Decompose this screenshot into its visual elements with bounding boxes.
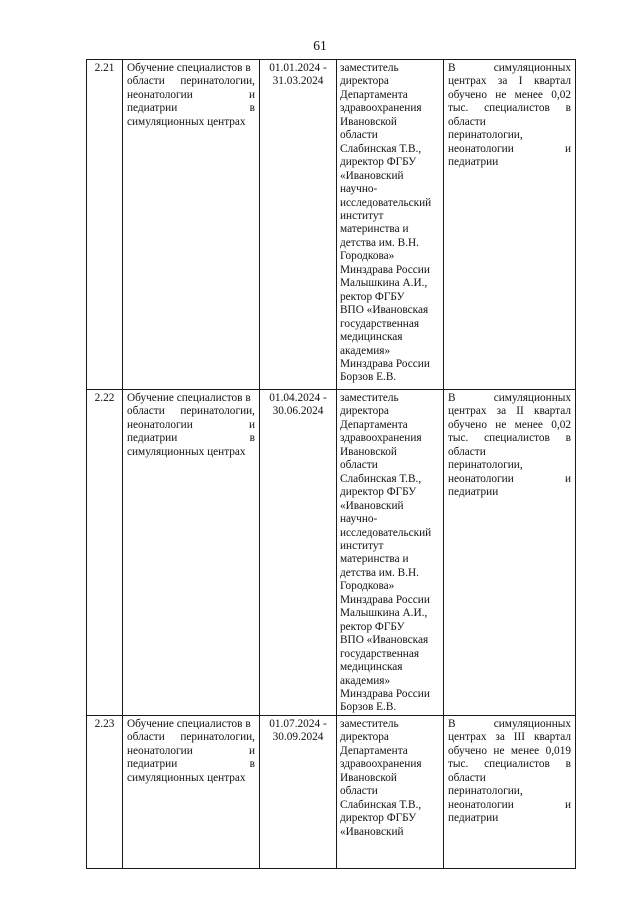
result-text-line: перинатологии,	[448, 129, 523, 142]
responsible-text-line: директора	[340, 75, 389, 88]
responsible-text-line: государственная	[340, 317, 420, 330]
item-number: 2.23	[87, 715, 123, 868]
responsible-text-line: здравоохранения	[340, 102, 422, 115]
responsible-text-line: исследовательский	[340, 196, 432, 209]
task-text-line: симуляционных центрах	[127, 771, 246, 784]
responsible-text-line: области	[340, 785, 378, 798]
responsible-text-line: институт	[340, 539, 384, 552]
result-text-line: перинатологии,	[448, 459, 523, 472]
task-text-line: неонатологии и	[127, 88, 255, 101]
result-text-line: центрах за I квартал	[448, 75, 571, 88]
period-cell	[260, 60, 337, 390]
responsible-text-line: институт	[340, 209, 384, 222]
responsible-text-line: академия»	[340, 344, 391, 357]
result-cell	[444, 390, 576, 716]
result-text-line: обучено не менее 0,019	[448, 744, 571, 757]
result-text-line: тыс. специалистов в	[448, 758, 571, 771]
result-text-line: В симуляционных	[448, 717, 571, 730]
responsible-text-line: Ивановской	[340, 115, 397, 128]
item-number: 2.21	[87, 60, 123, 390]
responsible-text-line: Департамента	[340, 88, 408, 101]
responsible-text-line: Ивановской	[340, 445, 397, 458]
responsible-text-line: Городкова»	[340, 250, 395, 263]
result-text-line: центрах за II квартал	[448, 405, 571, 418]
result-text-line: педиатрии	[448, 812, 499, 825]
result-text-line: неонатологии и	[448, 798, 571, 811]
task-text-line: симуляционных центрах	[127, 445, 246, 458]
plan-table	[86, 59, 576, 869]
responsible-cell	[337, 390, 444, 716]
task-text-line: области перинатологии,	[127, 405, 255, 418]
result-text-line: области	[448, 771, 486, 784]
task-text-line: неонатологии и	[127, 418, 255, 431]
responsible-text-line: детства им. В.Н.	[340, 566, 419, 579]
responsible-text-line: ВПО «Ивановская	[340, 304, 429, 317]
result-text-line: обучено не менее 0,02	[448, 88, 571, 101]
responsible-text-line: директор ФГБУ	[340, 812, 417, 825]
responsible-text-line: области	[340, 129, 378, 142]
responsible-text-line: здравоохранения	[340, 432, 422, 445]
responsible-text-line: ректор ФГБУ	[340, 290, 405, 303]
item-number: 2.22	[87, 390, 123, 716]
result-text-line: перинатологии,	[448, 785, 523, 798]
responsible-text-line: научно-	[340, 183, 378, 196]
responsible-text-line: детства им. В.Н.	[340, 236, 419, 249]
task-text-line: Обучение специалистов в	[127, 62, 251, 74]
responsible-text-line: Департамента	[340, 418, 408, 431]
responsible-text-line: Городкова»	[340, 580, 395, 593]
result-text-line: педиатрии	[448, 486, 499, 499]
responsible-text-line: директора	[340, 731, 389, 744]
responsible-text-line: ректор ФГБУ	[340, 620, 405, 633]
responsible-text-line: заместитель	[340, 62, 399, 74]
result-text-line: области	[448, 445, 486, 458]
responsible-text-line: Минздрава России	[340, 357, 430, 370]
responsible-text-line: области	[340, 459, 378, 472]
responsible-text-line: медицинская	[340, 331, 403, 344]
result-text-line: тыс. специалистов в	[448, 102, 571, 115]
table-row	[87, 390, 576, 716]
responsible-text-line: Слабинская Т.В.,	[340, 472, 422, 485]
result-text-line: В симуляционных	[448, 62, 571, 74]
responsible-text-line: медицинская	[340, 661, 403, 674]
period-start: 01.04.2024 -	[269, 392, 327, 404]
responsible-text-line: «Ивановский	[340, 825, 404, 838]
period-end: 30.06.2024	[272, 405, 324, 418]
result-cell	[444, 715, 576, 868]
responsible-text-line: заместитель	[340, 392, 399, 404]
task-text-line: области перинатологии,	[127, 75, 255, 88]
task-text-line: неонатологии и	[127, 744, 255, 757]
task-cell	[123, 60, 260, 390]
responsible-text-line: Малышкина А.И.,	[340, 277, 428, 290]
table-row	[87, 715, 576, 868]
responsible-text-line: заместитель	[340, 717, 399, 730]
result-text-line: центрах за III квартал	[448, 731, 571, 744]
responsible-text-line: академия»	[340, 674, 391, 687]
task-cell	[123, 390, 260, 716]
result-text-line: В симуляционных	[448, 392, 571, 404]
result-text-line: тыс. специалистов в	[448, 432, 571, 445]
result-text-line: неонатологии и	[448, 472, 571, 485]
responsible-cell	[337, 715, 444, 868]
result-text-line: области	[448, 115, 486, 128]
responsible-text-line: материнства и	[340, 553, 409, 566]
responsible-text-line: Борзов Е.В.	[340, 371, 397, 384]
responsible-text-line: Минздрава России	[340, 593, 430, 606]
responsible-text-line: «Ивановский	[340, 169, 404, 182]
responsible-text-line: Департамента	[340, 744, 408, 757]
page-number: 61	[313, 38, 327, 53]
task-text-line: симуляционных центрах	[127, 115, 246, 128]
responsible-text-line: директор ФГБУ	[340, 486, 417, 499]
result-text-line: неонатологии и	[448, 142, 571, 155]
responsible-text-line: директор ФГБУ	[340, 156, 417, 169]
responsible-cell	[337, 60, 444, 390]
table-row	[87, 60, 576, 390]
task-cell	[123, 715, 260, 868]
period-end: 31.03.2024	[272, 75, 324, 88]
task-text-line: Обучение специалистов в	[127, 392, 251, 404]
task-text-line: педиатрии в	[127, 758, 255, 771]
period-start: 01.07.2024 -	[269, 717, 327, 730]
responsible-text-line: Ивановской	[340, 771, 397, 784]
responsible-text-line: Слабинская Т.В.,	[340, 798, 422, 811]
task-text-line: педиатрии в	[127, 432, 255, 445]
responsible-text-line: Борзов Е.В.	[340, 701, 397, 714]
period-start: 01.01.2024 -	[269, 62, 327, 74]
responsible-text-line: ВПО «Ивановская	[340, 634, 429, 647]
responsible-text-line: Малышкина А.И.,	[340, 607, 428, 620]
responsible-text-line: здравоохранения	[340, 758, 422, 771]
responsible-text-line: Слабинская Т.В.,	[340, 142, 422, 155]
period-cell	[260, 390, 337, 716]
responsible-text-line: директора	[340, 405, 389, 418]
task-text-line: области перинатологии,	[127, 731, 255, 744]
result-cell	[444, 60, 576, 390]
responsible-text-line: исследовательский	[340, 526, 432, 539]
responsible-text-line: Минздрава России	[340, 263, 430, 276]
result-text-line: педиатрии	[448, 156, 499, 169]
task-text-line: педиатрии в	[127, 102, 255, 115]
responsible-text-line: материнства и	[340, 223, 409, 236]
responsible-text-line: Минздрава России	[340, 687, 430, 700]
responsible-text-line: государственная	[340, 647, 420, 660]
responsible-text-line: научно-	[340, 513, 378, 526]
responsible-text-line: «Ивановский	[340, 499, 404, 512]
period-end: 30.09.2024	[272, 731, 324, 744]
result-text-line: обучено не менее 0,02	[448, 418, 571, 431]
task-text-line: Обучение специалистов в	[127, 717, 251, 730]
period-cell	[260, 715, 337, 868]
